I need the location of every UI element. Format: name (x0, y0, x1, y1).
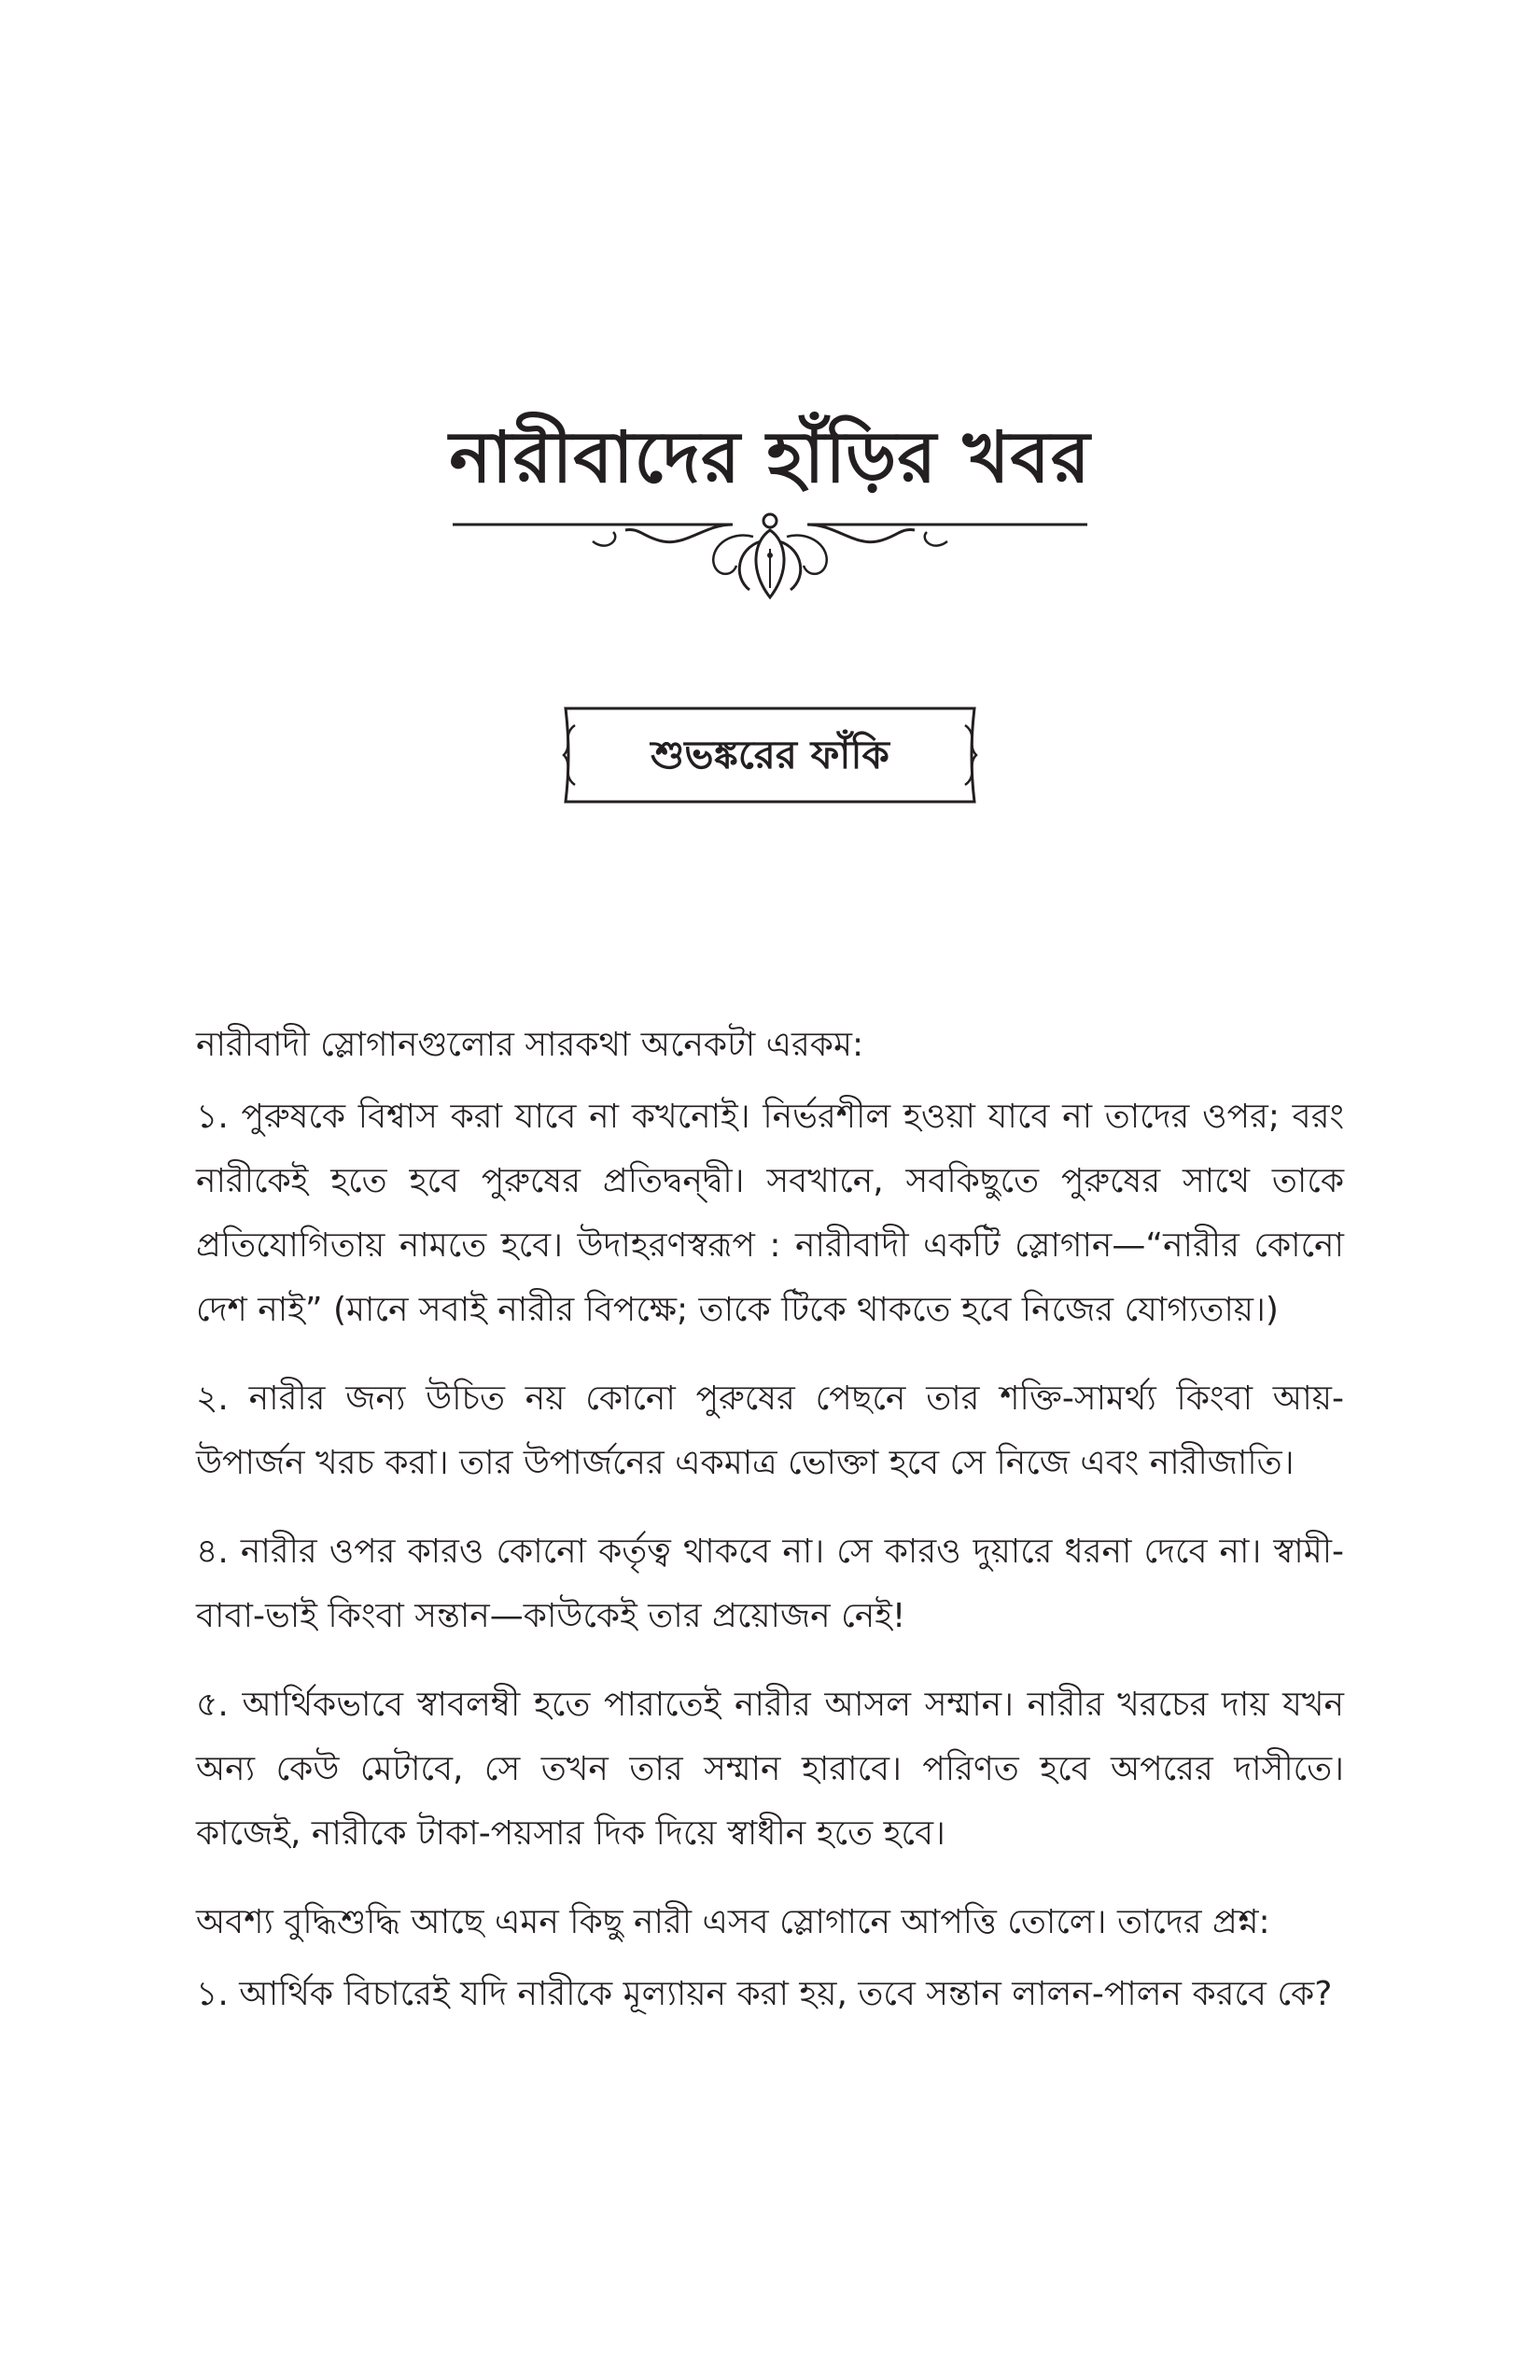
intro-paragraph: নারীবাদী স্লোগানগুলোর সারকথা অনেকটা এরকম: (196, 1026, 864, 1064)
question-paragraph-1: ১. আর্থিক বিচারেই যদি নারীকে মূল্যায়ন করা হয়, তবে সন্তান লালন-পালন করবে কে? (196, 1975, 1333, 2013)
title-ornament-icon (453, 504, 1087, 607)
slogan-paragraph-2: ২. নারীর জন্য উচিত নয় কোনো পুরুষের পেছনে তার শক্তি-সামর্থ্য কিংবা আয়-উপার্জন খরচ করা। তার উপার্জনের একমাত্র ভোক্তা হবে সে নিজে এবং নারীজাতি। (196, 1379, 1344, 1482)
objection-intro-paragraph: অবশ্য বুদ্ধিশুদ্ধি আছে এমন কিছু নারী এসব স্লোগানে আপত্তি তোলে। তাদের প্রশ্ন: (196, 1903, 1270, 1941)
section-title: শুভঙ্করের ফাঁকি (651, 732, 889, 777)
slogan-paragraph-5: ৫. আর্থিকভাবে স্বাবলম্বী হতে পারাতেই নারীর আসল সম্মান। নারীর খরচের দায় যখন অন্য কেউ মেটাবে, সে তখন তার সম্মান হারাবে। পরিণত হবে অপরের দাসীতে। কাজেই, নারীকে টাকা-পয়সার দিক দিয়ে স্বাধীন হতে হবে। (196, 1686, 1344, 1853)
body-text (196, 1013, 1344, 2051)
chapter-title: নারীবাদের হাঁড়ির খবর (449, 415, 1091, 498)
slogan-paragraph-1: ১. পুরুষকে বিশ্বাস করা যাবে না কখনোই। নির্ভরশীল হওয়া যাবে না তাদের ওপর; বরং নারীকেই হতে হবে পুরুষের প্রতিদ্বন্দ্বী। সবখানে, সবকিছুতে পুরুষের সাথে তাকে প্রতিযোগিতায় নামতে হবে। উদাহরণস্বরূপ : নারীবাদী একটি স্লোগান—“নারীর কোনো দেশ নাই” (মানে সবাই নারীর বিপক্ষে; তাকে টিকে থাকতে হবে নিজের যোগ্যতায়।) (196, 1098, 1344, 1329)
slogan-paragraph-4: ৪. নারীর ওপর কারও কোনো কর্তৃত্ব থাকবে না। সে কারও দুয়ারে ধরনা দেবে না। স্বামী-বাবা-ভাই কিংবা সন্তান—কাউকেই তার প্রয়োজন নেই! (196, 1533, 1344, 1635)
